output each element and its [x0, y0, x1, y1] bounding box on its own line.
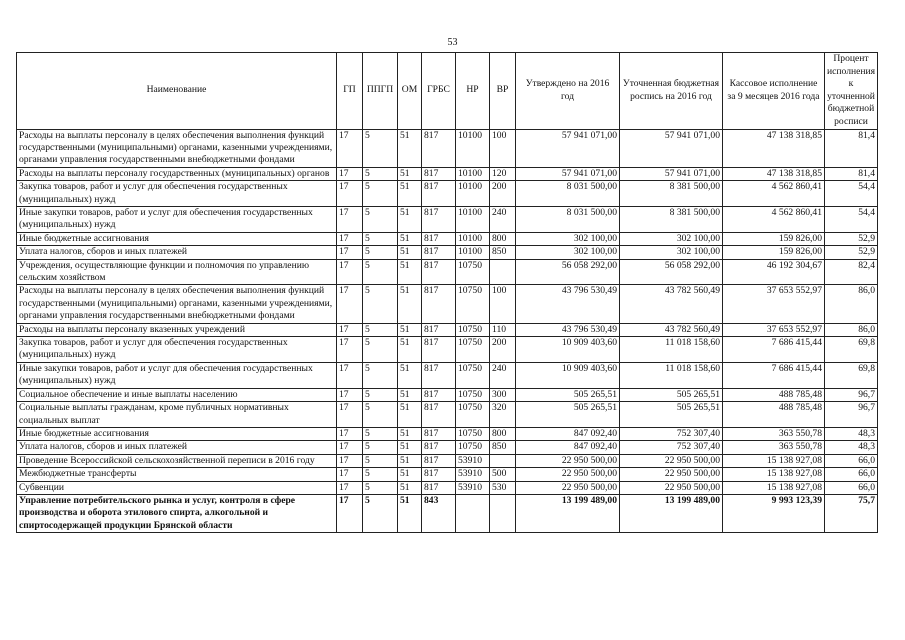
cell-om: 51	[398, 402, 422, 428]
cell-refined: 302 100,00	[620, 246, 723, 259]
header-row	[17, 53, 878, 130]
cell-name: Проведение Всероссийской сельскохозяйственной переписи в 2016 году	[17, 454, 337, 467]
cell-cash: 15 138 927,08	[723, 481, 825, 494]
table-row	[17, 129, 878, 167]
cell-vr	[490, 259, 516, 285]
cell-grbs: 817	[422, 246, 456, 259]
cell-om: 51	[398, 468, 422, 481]
table-row	[17, 232, 878, 245]
cell-grbs: 817	[422, 388, 456, 401]
header-refined: Уточненная бюджетная роспись на 2016 год	[620, 53, 723, 130]
cell-name: Иные бюджетные ассигнования	[17, 232, 337, 245]
cell-om: 51	[398, 323, 422, 336]
cell-approved: 847 092,40	[516, 441, 620, 454]
cell-om: 51	[398, 337, 422, 363]
cell-gp: 17	[337, 181, 363, 207]
cell-vr: 530	[490, 481, 516, 494]
table-row	[17, 167, 878, 180]
cell-gp: 17	[337, 232, 363, 245]
cell-refined: 505 265,51	[620, 388, 723, 401]
cell-name: Иные закупки товаров, работ и услуг для обеспечения государственных (муниципальных) нужд	[17, 207, 337, 233]
cell-nr: 10100	[456, 181, 490, 207]
cell-gp: 17	[337, 441, 363, 454]
table-row	[17, 494, 878, 532]
cell-cash: 7 686 415,44	[723, 362, 825, 388]
cell-approved: 847 092,40	[516, 427, 620, 440]
cell-cash: 7 686 415,44	[723, 337, 825, 363]
cell-gp: 17	[337, 337, 363, 363]
cell-approved: 13 199 489,00	[516, 494, 620, 532]
cell-percent: 66,0	[825, 468, 878, 481]
cell-percent: 69,8	[825, 337, 878, 363]
cell-cash: 15 138 927,08	[723, 468, 825, 481]
cell-gp: 17	[337, 362, 363, 388]
cell-approved: 57 941 071,00	[516, 167, 620, 180]
cell-gp: 17	[337, 285, 363, 323]
cell-om: 51	[398, 494, 422, 532]
cell-vr: 240	[490, 362, 516, 388]
header-percent: Процент исполнения к уточненной бюджетной росписи	[825, 53, 878, 130]
cell-ppgp: 5	[363, 129, 398, 167]
cell-nr: 10100	[456, 167, 490, 180]
cell-cash: 9 993 123,39	[723, 494, 825, 532]
header-grbs: ГРБС	[422, 53, 456, 130]
cell-approved: 8 031 500,00	[516, 207, 620, 233]
cell-om: 51	[398, 246, 422, 259]
cell-name: Социальное обеспечение и иные выплаты населению	[17, 388, 337, 401]
table-row	[17, 427, 878, 440]
cell-refined: 11 018 158,60	[620, 337, 723, 363]
cell-ppgp: 5	[363, 259, 398, 285]
cell-grbs: 817	[422, 167, 456, 180]
cell-refined: 505 265,51	[620, 402, 723, 428]
cell-ppgp: 5	[363, 481, 398, 494]
cell-name: Учреждения, осуществляющие функции и полномочия по управлению сельским хозяйством	[17, 259, 337, 285]
cell-ppgp: 5	[363, 454, 398, 467]
cell-ppgp: 5	[363, 494, 398, 532]
cell-nr: 10750	[456, 402, 490, 428]
cell-om: 51	[398, 454, 422, 467]
cell-nr: 53910	[456, 468, 490, 481]
cell-grbs: 817	[422, 441, 456, 454]
cell-vr: 850	[490, 246, 516, 259]
cell-approved: 10 909 403,60	[516, 362, 620, 388]
cell-refined: 56 058 292,00	[620, 259, 723, 285]
cell-percent: 69,8	[825, 362, 878, 388]
cell-name: Расходы на выплаты персоналу государственных (муниципальных) органов	[17, 167, 337, 180]
table-row	[17, 468, 878, 481]
cell-grbs: 817	[422, 181, 456, 207]
cell-percent: 86,0	[825, 323, 878, 336]
cell-ppgp: 5	[363, 362, 398, 388]
cell-ppgp: 5	[363, 441, 398, 454]
cell-gp: 17	[337, 454, 363, 467]
cell-approved: 43 796 530,49	[516, 285, 620, 323]
cell-om: 51	[398, 167, 422, 180]
cell-approved: 56 058 292,00	[516, 259, 620, 285]
cell-nr: 10750	[456, 337, 490, 363]
cell-percent: 54,4	[825, 181, 878, 207]
cell-percent: 52,9	[825, 246, 878, 259]
cell-gp: 17	[337, 246, 363, 259]
cell-cash: 363 550,78	[723, 441, 825, 454]
cell-vr: 320	[490, 402, 516, 428]
cell-nr: 10750	[456, 285, 490, 323]
table-row	[17, 285, 878, 323]
cell-gp: 17	[337, 259, 363, 285]
table-row	[17, 402, 878, 428]
cell-percent: 52,9	[825, 232, 878, 245]
cell-refined: 11 018 158,60	[620, 362, 723, 388]
cell-name: Расходы на выплаты персоналу в целях обеспечения выполнения функций государственными (муниципальными) органами, казенными учреждениями, органами управления государственными внебюджетными фондами	[17, 285, 337, 323]
cell-om: 51	[398, 232, 422, 245]
cell-approved: 505 265,51	[516, 388, 620, 401]
cell-vr: 100	[490, 285, 516, 323]
cell-name: Расходы на выплаты персоналу в целях обеспечения выполнения функций государственными (муниципальными) органами, казенными учреждениями, органами управления государственными внебюджетными фондами	[17, 129, 337, 167]
cell-ppgp: 5	[363, 388, 398, 401]
cell-percent: 82,4	[825, 259, 878, 285]
cell-ppgp: 5	[363, 468, 398, 481]
cell-refined: 57 941 071,00	[620, 129, 723, 167]
cell-nr: 10100	[456, 232, 490, 245]
cell-approved: 22 950 500,00	[516, 481, 620, 494]
cell-grbs: 817	[422, 337, 456, 363]
cell-gp: 17	[337, 402, 363, 428]
cell-name: Иные бюджетные ассигнования	[17, 427, 337, 440]
cell-nr: 10750	[456, 427, 490, 440]
cell-approved: 10 909 403,60	[516, 337, 620, 363]
cell-percent: 48,3	[825, 427, 878, 440]
cell-vr: 500	[490, 468, 516, 481]
cell-refined: 752 307,40	[620, 427, 723, 440]
cell-approved: 57 941 071,00	[516, 129, 620, 167]
cell-vr: 300	[490, 388, 516, 401]
table-row	[17, 441, 878, 454]
table-row	[17, 388, 878, 401]
page-number: 53	[447, 37, 458, 48]
table-row	[17, 337, 878, 363]
table-row	[17, 259, 878, 285]
cell-om: 51	[398, 285, 422, 323]
cell-gp: 17	[337, 323, 363, 336]
cell-ppgp: 5	[363, 402, 398, 428]
cell-cash: 37 653 552,97	[723, 323, 825, 336]
cell-nr: 10100	[456, 129, 490, 167]
cell-nr: 53910	[456, 454, 490, 467]
cell-refined: 13 199 489,00	[620, 494, 723, 532]
cell-vr: 100	[490, 129, 516, 167]
cell-refined: 22 950 500,00	[620, 468, 723, 481]
cell-ppgp: 5	[363, 207, 398, 233]
cell-name: Уплата налогов, сборов и иных платежей	[17, 246, 337, 259]
cell-gp: 17	[337, 167, 363, 180]
table-row	[17, 362, 878, 388]
cell-cash: 47 138 318,85	[723, 167, 825, 180]
cell-gp: 17	[337, 494, 363, 532]
cell-vr: 800	[490, 232, 516, 245]
table-row	[17, 246, 878, 259]
cell-refined: 302 100,00	[620, 232, 723, 245]
cell-refined: 22 950 500,00	[620, 454, 723, 467]
cell-approved: 43 796 530,49	[516, 323, 620, 336]
cell-refined: 43 782 560,49	[620, 285, 723, 323]
cell-ppgp: 5	[363, 285, 398, 323]
cell-nr: 10750	[456, 323, 490, 336]
cell-approved: 22 950 500,00	[516, 468, 620, 481]
cell-approved: 302 100,00	[516, 246, 620, 259]
cell-percent: 48,3	[825, 441, 878, 454]
cell-approved: 505 265,51	[516, 402, 620, 428]
cell-cash: 4 562 860,41	[723, 207, 825, 233]
cell-cash: 47 138 318,85	[723, 129, 825, 167]
cell-name: Межбюджетные трансферты	[17, 468, 337, 481]
cell-percent: 66,0	[825, 454, 878, 467]
cell-nr: 10750	[456, 388, 490, 401]
cell-grbs: 817	[422, 362, 456, 388]
cell-percent: 81,4	[825, 167, 878, 180]
cell-cash: 4 562 860,41	[723, 181, 825, 207]
cell-grbs: 817	[422, 323, 456, 336]
cell-ppgp: 5	[363, 427, 398, 440]
cell-ppgp: 5	[363, 181, 398, 207]
cell-gp: 17	[337, 207, 363, 233]
cell-cash: 46 192 304,67	[723, 259, 825, 285]
cell-grbs: 817	[422, 207, 456, 233]
header-om: ОМ	[398, 53, 422, 130]
cell-nr: 10100	[456, 246, 490, 259]
cell-vr	[490, 454, 516, 467]
cell-name: Управление потребительского рынка и услуг, контроля в сфере производства и оборота этилового спирта, алкогольной и спиртосодержащей продукции Брянской области	[17, 494, 337, 532]
header-name: Наименование	[17, 53, 337, 130]
cell-grbs: 817	[422, 129, 456, 167]
cell-refined: 8 381 500,00	[620, 207, 723, 233]
cell-nr: 10750	[456, 259, 490, 285]
header-gp: ГП	[337, 53, 363, 130]
cell-vr: 110	[490, 323, 516, 336]
cell-grbs: 817	[422, 468, 456, 481]
table-row	[17, 454, 878, 467]
cell-cash: 159 826,00	[723, 246, 825, 259]
cell-grbs: 843	[422, 494, 456, 532]
cell-percent: 96,7	[825, 388, 878, 401]
cell-vr: 850	[490, 441, 516, 454]
cell-vr: 200	[490, 181, 516, 207]
cell-percent: 66,0	[825, 481, 878, 494]
cell-vr: 240	[490, 207, 516, 233]
cell-percent: 75,7	[825, 494, 878, 532]
cell-refined: 8 381 500,00	[620, 181, 723, 207]
cell-om: 51	[398, 362, 422, 388]
cell-nr	[456, 494, 490, 532]
cell-ppgp: 5	[363, 246, 398, 259]
cell-refined: 752 307,40	[620, 441, 723, 454]
cell-ppgp: 5	[363, 323, 398, 336]
header-nr: НР	[456, 53, 490, 130]
cell-cash: 488 785,48	[723, 388, 825, 401]
cell-nr: 10100	[456, 207, 490, 233]
cell-approved: 302 100,00	[516, 232, 620, 245]
cell-vr: 120	[490, 167, 516, 180]
cell-grbs: 817	[422, 259, 456, 285]
cell-approved: 22 950 500,00	[516, 454, 620, 467]
cell-refined: 43 782 560,49	[620, 323, 723, 336]
cell-percent: 86,0	[825, 285, 878, 323]
cell-grbs: 817	[422, 427, 456, 440]
cell-cash: 15 138 927,08	[723, 454, 825, 467]
table-body	[17, 129, 878, 533]
cell-om: 51	[398, 481, 422, 494]
cell-grbs: 817	[422, 285, 456, 323]
cell-nr: 10750	[456, 362, 490, 388]
cell-percent: 54,4	[825, 207, 878, 233]
cell-om: 51	[398, 427, 422, 440]
cell-ppgp: 5	[363, 337, 398, 363]
cell-om: 51	[398, 441, 422, 454]
cell-cash: 488 785,48	[723, 402, 825, 428]
cell-gp: 17	[337, 129, 363, 167]
cell-cash: 37 653 552,97	[723, 285, 825, 323]
header-cash: Кассовое исполнение за 9 месяцев 2016 года	[723, 53, 825, 130]
cell-percent: 81,4	[825, 129, 878, 167]
cell-om: 51	[398, 259, 422, 285]
cell-name: Иные закупки товаров, работ и услуг для обеспечения государственных (муниципальных) нужд	[17, 362, 337, 388]
cell-name: Закупка товаров, работ и услуг для обеспечения государственных (муниципальных) нужд	[17, 181, 337, 207]
header-approved: Утверждено на 2016 год	[516, 53, 620, 130]
cell-om: 51	[398, 388, 422, 401]
cell-ppgp: 5	[363, 167, 398, 180]
cell-gp: 17	[337, 388, 363, 401]
cell-vr: 800	[490, 427, 516, 440]
cell-cash: 363 550,78	[723, 427, 825, 440]
cell-grbs: 817	[422, 232, 456, 245]
cell-name: Расходы на выплаты персоналу вказенных учреждений	[17, 323, 337, 336]
cell-vr: 200	[490, 337, 516, 363]
budget-table	[16, 52, 878, 533]
cell-name: Закупка товаров, работ и услуг для обеспечения государственных (муниципальных) нужд	[17, 337, 337, 363]
cell-om: 51	[398, 129, 422, 167]
table-row	[17, 181, 878, 207]
cell-grbs: 817	[422, 481, 456, 494]
cell-nr: 53910	[456, 481, 490, 494]
cell-om: 51	[398, 181, 422, 207]
table-row	[17, 323, 878, 336]
cell-gp: 17	[337, 481, 363, 494]
cell-name: Социальные выплаты гражданам, кроме публичных нормативных социальных выплат	[17, 402, 337, 428]
cell-cash: 159 826,00	[723, 232, 825, 245]
table-row	[17, 207, 878, 233]
cell-grbs: 817	[422, 402, 456, 428]
cell-name: Уплата налогов, сборов и иных платежей	[17, 441, 337, 454]
cell-vr	[490, 494, 516, 532]
header-ppgp: ППГП	[363, 53, 398, 130]
cell-ppgp: 5	[363, 232, 398, 245]
cell-gp: 17	[337, 468, 363, 481]
cell-approved: 8 031 500,00	[516, 181, 620, 207]
cell-refined: 22 950 500,00	[620, 481, 723, 494]
cell-om: 51	[398, 207, 422, 233]
cell-percent: 96,7	[825, 402, 878, 428]
cell-name: Субвенции	[17, 481, 337, 494]
table-row	[17, 481, 878, 494]
cell-gp: 17	[337, 427, 363, 440]
cell-grbs: 817	[422, 454, 456, 467]
cell-refined: 57 941 071,00	[620, 167, 723, 180]
cell-nr: 10750	[456, 441, 490, 454]
header-vr: ВР	[490, 53, 516, 130]
